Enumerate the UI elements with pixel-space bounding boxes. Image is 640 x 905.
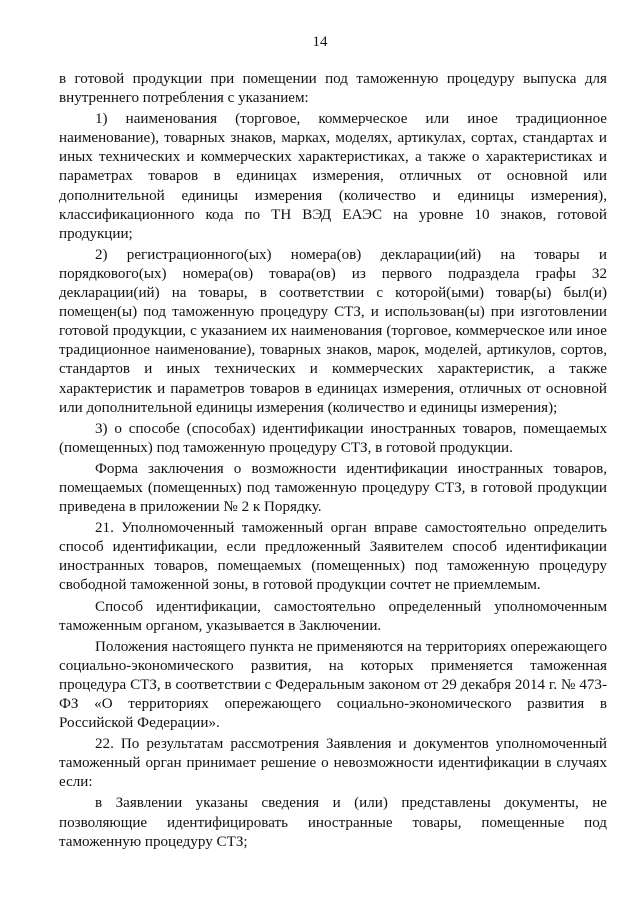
paragraph-continuation: в готовой продукции при помещении под таможенную процедуру выпуска для внутреннего потребления с указанием: xyxy=(59,71,607,107)
paragraph-clause-21: 21. Уполномоченный таможенный орган вправе самостоятельно определить способ идентификации, если предложенный Заявителем способ идентификации иностранных товаров, помещаемых (помещенных) под таможенную процедуру свободной таможенной зоны, в готовой продукции сочтет не приемлемым. xyxy=(59,520,607,594)
paragraph-item-2: 2) регистрационного(ых) номера(ов) декларации(ий) на товары и порядкового(ых) номера(ов) товара(ов) из первого подраздела графы 32 декларации(ий) на товары, в соответствии с которой(ыми) товар(ы) был(и) помещен(ы) под таможенную процедуру СТЗ, и использован(ы) при изготовлении готовой продукции, с указанием их наименования (торговое, коммерческое или иное традиционное наименование), товарных знаков, марок, моделей, артикулов, сортов, стандартов и иных технических и коммерческих характеристик, а также характеристик и параметров товаров в единицах измерения, отличных от основной или дополнительной единицы измерения (количество и единицы измерения); xyxy=(59,246,607,416)
paragraph-item-1: 1) наименования (торговое, коммерческое или иное традиционное наименование), товарных знаков, марках, моделях, артикулах, сортах, стандартах и иных технических и коммерческих характеристиках, а также о характеристиках и параметрах товаров в единицах измерения, отличных от основной или дополнительной единицы измерения (количество и единицы измерения), классификационного кода по ТН ВЭД ЕАЭС на уровне 10 знаков, готовой продукции; xyxy=(59,111,607,242)
paragraph-form-reference: Форма заключения о возможности идентификации иностранных товаров, помещаемых (помещенных) под таможенную процедуру СТЗ, в готовой продукции приведена в приложении № 2 к Порядку. xyxy=(59,460,607,516)
paragraph-identification-method: Способ идентификации, самостоятельно определенный уполномоченным таможенным органом, указывается в Заключении. xyxy=(59,598,607,634)
paragraph-item-3: 3) о способе (способах) идентификации иностранных товаров, помещаемых (помещенных) под таможенную процедуру СТЗ, в готовой продукции. xyxy=(59,420,607,456)
page-number: 14 xyxy=(312,34,328,50)
paragraph-case-1: в Заявлении указаны сведения и (или) представлены документы, не позволяющие идентифицировать иностранные товары, помещенные под таможенную процедуру СТЗ; xyxy=(59,795,607,850)
document-body xyxy=(59,70,607,854)
paragraph-exemption: Положения настоящего пункта не применяются на территориях опережающего социально-экономического развития, на которых применяется таможенная процедура СТЗ, в соответствии с Федеральным законом от 29 декабря 2014 г. № 473-ФЗ «О территориях опережающего социально-экономического развития в Российской Федерации». xyxy=(59,638,607,732)
paragraph-clause-22: 22. По результатам рассмотрения Заявления и документов уполномоченный таможенный орган принимает решение о невозможности идентификации в случаях если: xyxy=(59,736,607,791)
